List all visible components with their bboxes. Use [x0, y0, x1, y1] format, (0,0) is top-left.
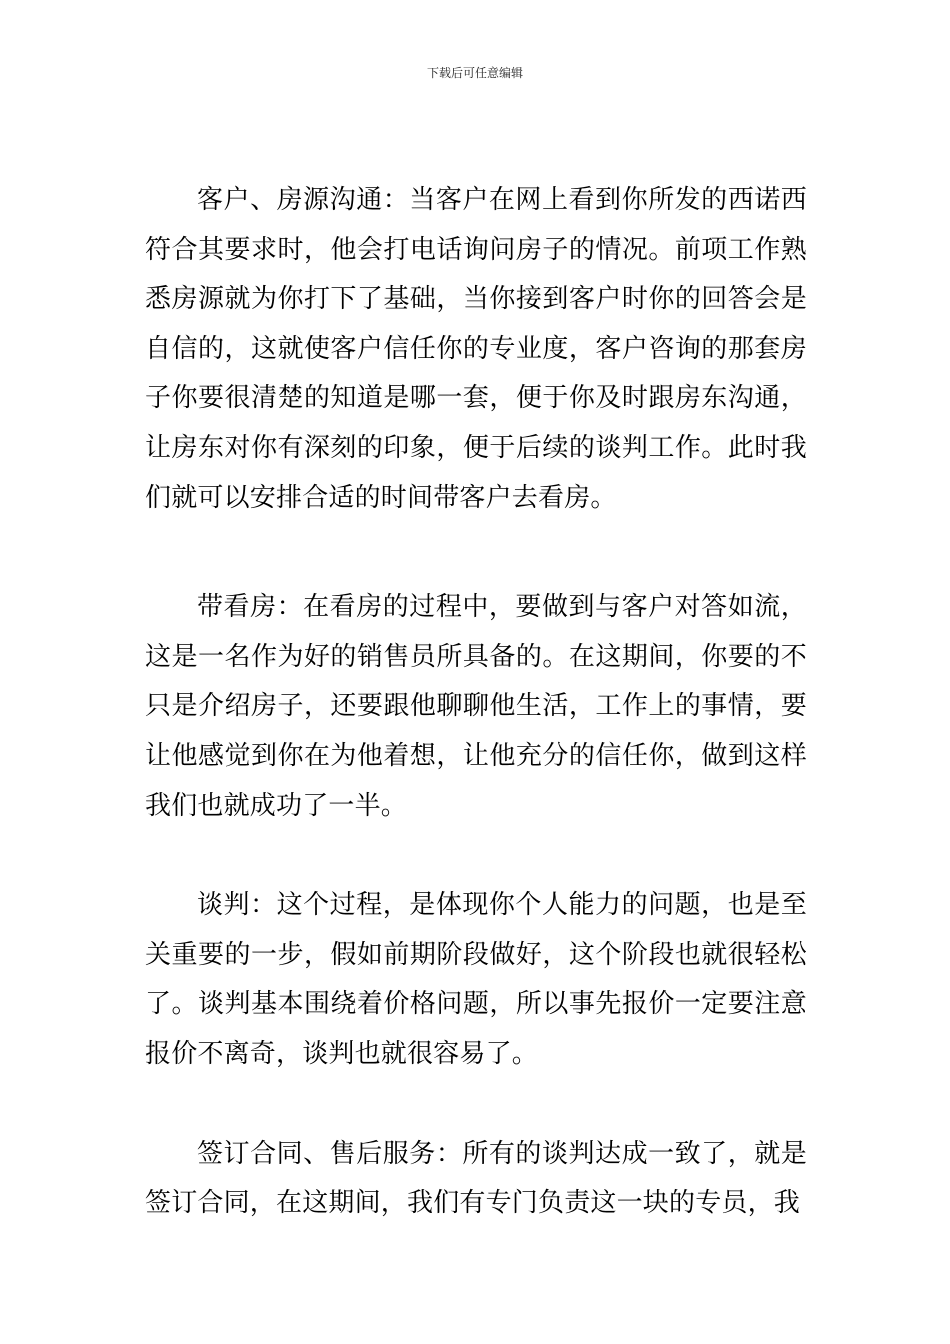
paragraph-property-viewing: 带看房：在看房的过程中，要做到与客户对答如流，这是一名作为好的销售员所具备的。在这期间，你要的不只是介绍房子，还要跟他聊聊他生活，工作上的事情，要让他感觉到你在为他着想，让他充分的信任你，做到这样我们也就成功了一半。	[145, 592, 807, 821]
document-body	[145, 176, 807, 1229]
paragraph-contract-service: 签订合同、售后服务：所有的谈判达成一致了，就是签订合同，在这期间，我们有专门负责这一块的专员，我	[145, 1138, 807, 1219]
paragraph-client-communication: 客户、房源沟通：当客户在网上看到你所发的西诺西符合其要求时，他会打电话询问房子的情况。前项工作熟悉房源就为你打下了基础，当你接到客户时你的回答会是自信的，这就使客户信任你的专业度，客户咨询的那套房子你要很清楚的知道是哪一套，便于你及时跟房东沟通，让房东对你有深刻的印象，便于后续的谈判工作。此时我们就可以安排合适的时间带客户去看房。	[145, 185, 807, 513]
paragraph-negotiation: 谈判：这个过程，是体现你个人能力的问题，也是至关重要的一步，假如前期阶段做好，这个阶段也就很轻松了。谈判基本围绕着价格问题，所以事先报价一定要注意报价不离奇，谈判也就很容易了。	[145, 890, 807, 1069]
page-header-note: 下载后可任意编辑	[426, 66, 523, 80]
